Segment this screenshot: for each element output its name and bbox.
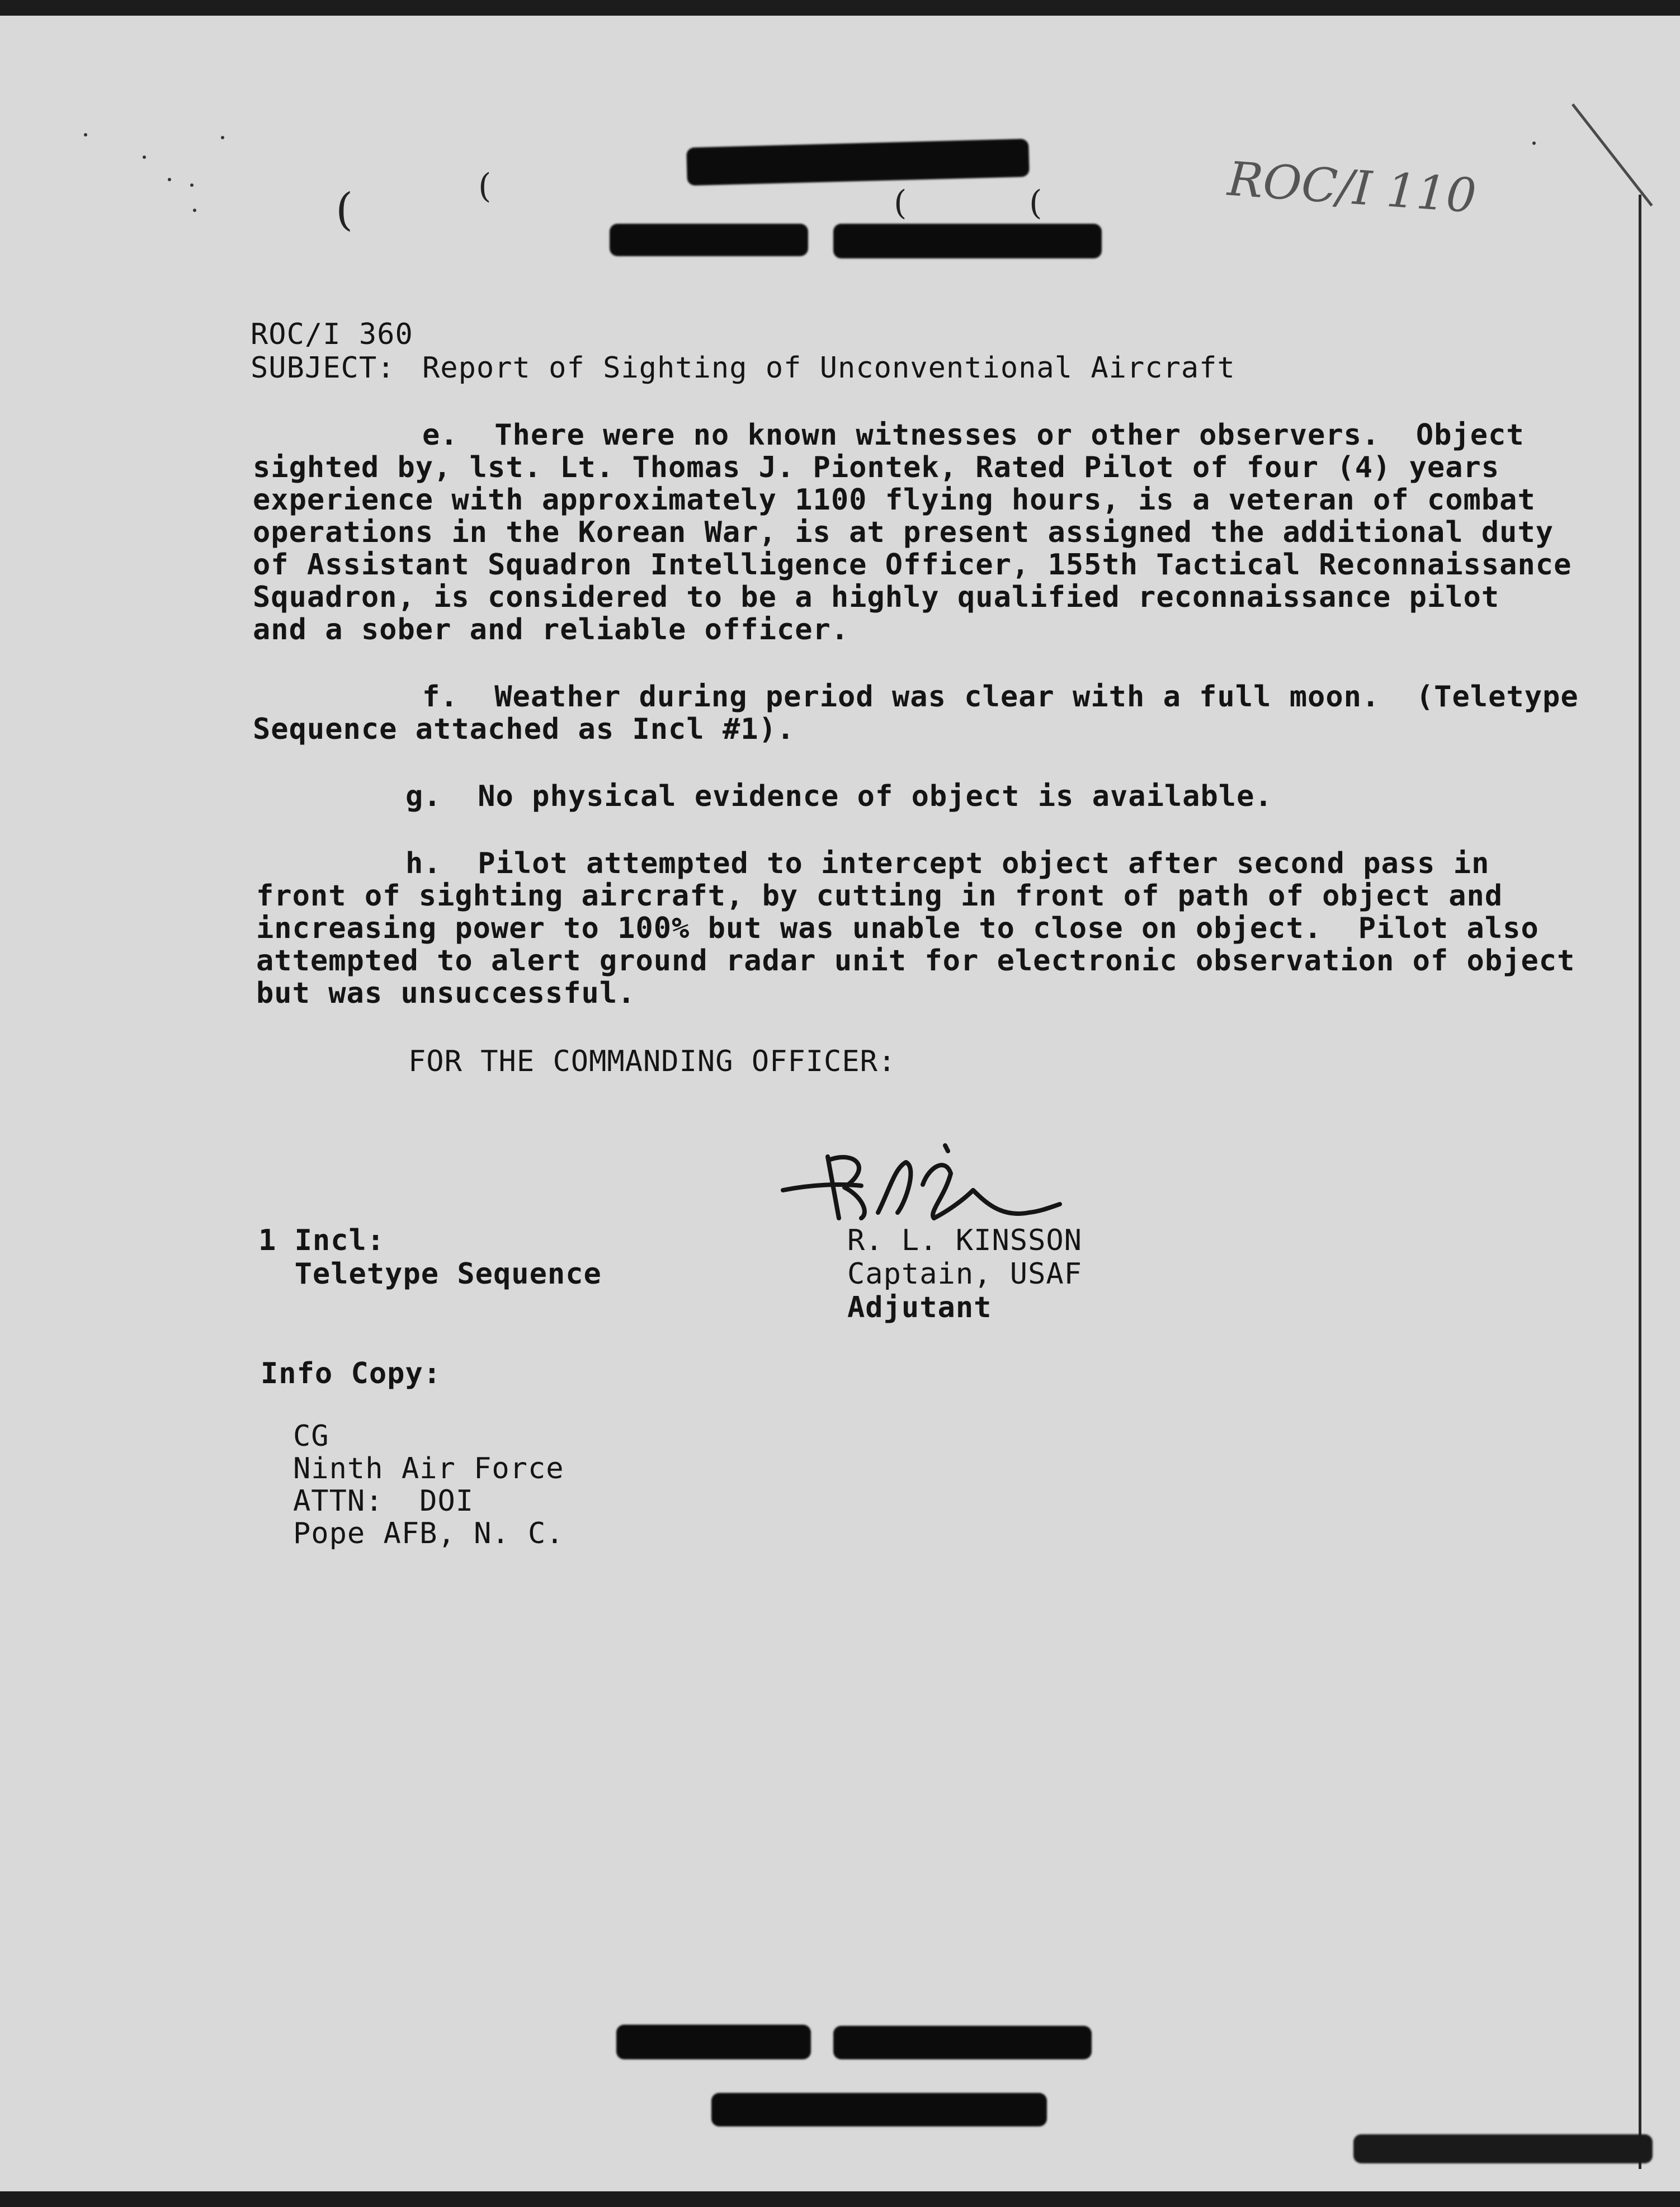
- info-copy-line: ATTN: DOI: [293, 1484, 474, 1518]
- speck: [190, 183, 194, 187]
- paragraph-line: sighted by, lst. Lt. Thomas J. Piontek, Rated Pilot of four (4) years: [253, 451, 1500, 484]
- paragraph-line: but was unsuccessful.: [256, 977, 636, 1010]
- redaction-bar-corner: [1353, 2134, 1653, 2163]
- paragraph-line: and a sober and reliable officer.: [253, 613, 850, 647]
- paragraph-line: attempted to alert ground radar unit for electronic observation of object: [256, 944, 1575, 978]
- speck: [193, 209, 196, 212]
- info-copy-line: Pope AFB, N. C.: [293, 1517, 564, 1550]
- redaction-bar-top: [686, 139, 1030, 186]
- paragraph-line: operations in the Korean War, is at present assigned the additional duty: [253, 516, 1554, 549]
- stray-paren-1: (: [336, 183, 353, 235]
- paragraph-line: Squadron, is considered to be a highly qualified reconnaissance pilot: [253, 581, 1500, 614]
- file-reference: ROC/I 360: [251, 318, 413, 351]
- paragraph-line: front of sighting aircraft, by cutting in front of path of object and: [256, 879, 1503, 913]
- signatory-name: R. L. KINSSON: [847, 1224, 1082, 1257]
- document-page: [0, 16, 1680, 2191]
- signatory-title: Adjutant: [847, 1291, 992, 1324]
- paragraph-line: g. No physical evidence of object is available.: [405, 780, 1273, 813]
- paragraph-line: f. Weather during period was clear with a full moon. (Teletype: [422, 680, 1579, 714]
- subject-text: Report of Sighting of Unconventional Aircraft: [422, 351, 1235, 385]
- speck: [84, 133, 87, 136]
- speck: [168, 178, 171, 181]
- page-corner-line: [1572, 103, 1653, 206]
- handwritten-file-note: ROC/I 110: [1226, 151, 1478, 224]
- inclosure-label: 1 Incl:: [258, 1224, 385, 1257]
- speck: [1532, 142, 1536, 145]
- speck: [221, 136, 224, 139]
- info-copy-line: CG: [293, 1420, 329, 1453]
- info-copy-label: Info Copy:: [261, 1357, 442, 1390]
- stray-paren-2: (: [478, 167, 492, 206]
- redaction-bar-bottom-center: [711, 2093, 1047, 2126]
- subject-label: SUBJECT:: [251, 351, 395, 385]
- closing-line: FOR THE COMMANDING OFFICER:: [408, 1045, 896, 1078]
- redaction-bar-bottom-right: [833, 2026, 1092, 2059]
- redaction-bar-top-left: [610, 224, 808, 256]
- redaction-bar-top-right: [833, 224, 1102, 258]
- paragraph-line: increasing power to 100% but was unable to close on object. Pilot also: [256, 912, 1539, 945]
- page-edge-line: [1639, 195, 1641, 2169]
- paragraph-line: of Assistant Squadron Intelligence Officer, 155th Tactical Reconnaissance: [253, 548, 1572, 582]
- info-copy-line: Ninth Air Force: [293, 1452, 564, 1486]
- stray-paren-4: (: [1029, 183, 1042, 223]
- paragraph-line: h. Pilot attempted to intercept object after second pass in: [405, 847, 1490, 880]
- paragraph-line: experience with approximately 1100 flying hours, is a veteran of combat: [253, 483, 1536, 517]
- redaction-bar-bottom-left: [616, 2025, 811, 2059]
- inclosure-item: Teletype Sequence: [258, 1257, 602, 1291]
- paragraph-line: Sequence attached as Incl #1).: [253, 713, 795, 746]
- speck: [143, 155, 146, 159]
- paragraph-line: e. There were no known witnesses or other observers. Object: [422, 418, 1525, 452]
- stray-paren-3: (: [894, 183, 907, 223]
- signatory-rank: Captain, USAF: [847, 1257, 1082, 1291]
